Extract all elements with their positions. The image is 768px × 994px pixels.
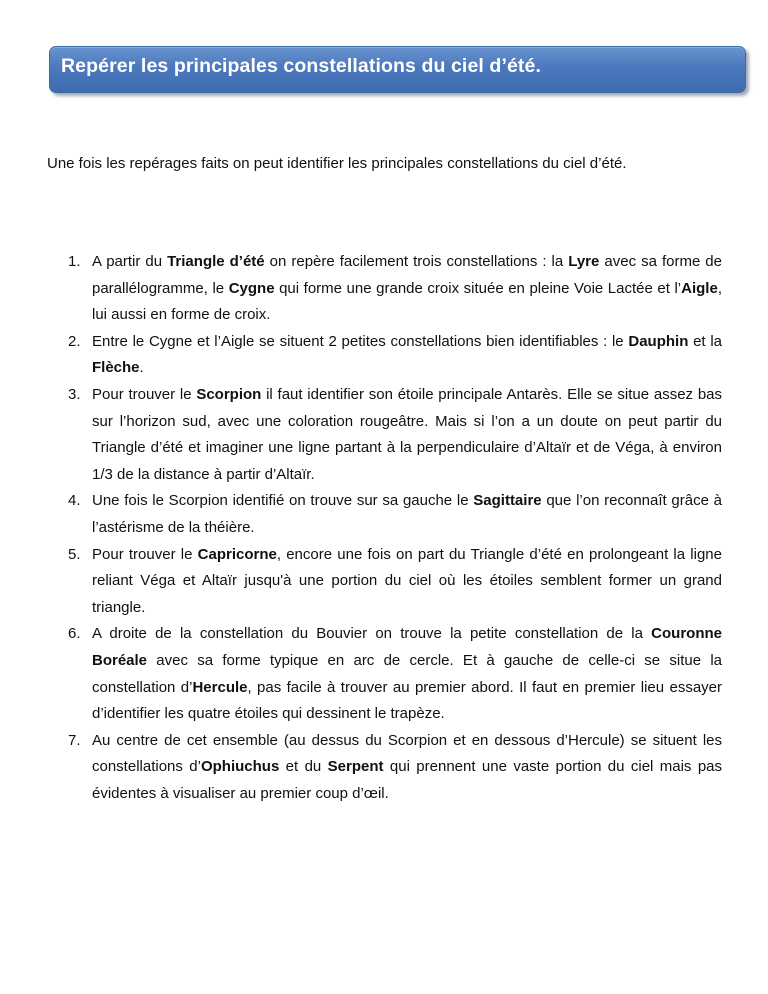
list-item-text: , pas facile à trouver au premier abord. Il faut en premier lieu essayer d’identifier les quatre étoiles qui dessinent le trapèze. <box>92 678 722 723</box>
list-item-number: 7. <box>68 731 81 749</box>
intro-paragraph: Une fois les repérages faits on peut identifier les principales constellations du ciel d’été. <box>47 155 627 172</box>
list-item-text: . <box>139 359 144 377</box>
list-item-number: 2. <box>68 332 81 350</box>
list-item <box>47 329 722 382</box>
constellation-name: Dauphin <box>628 332 689 350</box>
constellation-name: Couronne Boréale <box>92 625 722 669</box>
constellation-name: Flèche <box>92 359 140 377</box>
constellation-steps-list <box>47 249 722 807</box>
constellation-name: Aigle <box>681 279 718 297</box>
constellation-name: Hercule <box>192 678 248 696</box>
list-item-number: 5. <box>68 545 81 563</box>
list-item <box>47 488 722 541</box>
list-item-text: et du <box>279 758 328 776</box>
list-item-text: que l’on reconnaît grâce à l’astérisme de la théière. <box>92 492 722 536</box>
list-item <box>47 249 722 329</box>
list-item-text: et la <box>688 332 722 350</box>
list-item-text: qui forme une grande croix située en pleine Voie Lactée et l’ <box>274 279 682 297</box>
list-item-text: Au centre de cet ensemble (au dessus du Scorpion et en dessous d’Hercule) se situent les constellations d’ <box>92 731 722 776</box>
title-banner <box>49 46 746 93</box>
page-title: Repérer les principales constellations du ciel d’été. <box>61 55 541 77</box>
list-item-text: Une fois le Scorpion identifié on trouve sur sa gauche le <box>92 492 474 510</box>
constellation-name: Cygne <box>228 279 275 297</box>
list-item-text: A partir du <box>92 253 168 270</box>
list-item <box>47 621 722 727</box>
list-item-text: Pour trouver le <box>92 385 197 403</box>
list-item-number: 1. <box>68 253 81 270</box>
constellation-name: Triangle d’été <box>167 253 265 270</box>
constellation-name: Serpent <box>327 758 384 776</box>
list-item-text: qui prennent une vaste portion du ciel mais pas évidentes à visualiser au premier coup d’œil. <box>92 758 723 802</box>
constellation-name: Sagittaire <box>473 492 542 510</box>
list-item-number: 6. <box>68 625 81 643</box>
list-item <box>47 728 722 808</box>
constellation-name: Ophiuchus <box>200 758 280 776</box>
list-item <box>47 542 722 622</box>
list-item-text: il faut identifier son étoile principale Antarès. Elle se situe assez bas sur l’horizon sud, avec une coloration rougeâtre. Mais si l’on a un doute on peut partir du Triangle d’été et imaginer une ligne partant à la perpendiculaire d’Altaïr et de Véga, à environ 1/3 de la distance à partir d’Altaïr. <box>92 385 723 483</box>
list-item-number: 3. <box>68 385 81 403</box>
list-item-text: Entre le Cygne et l’Aigle se situent 2 petites constellations bien identifiables : le <box>92 332 629 350</box>
list-item-number: 4. <box>68 492 81 510</box>
list-item-text: avec sa forme de parallélogramme, le <box>92 253 722 297</box>
constellation-name: Scorpion <box>196 385 262 403</box>
list-item-text: avec sa forme typique en arc de cercle. Et à gauche de celle-ci se situe la constellation d’ <box>92 651 722 696</box>
list-item-text: Pour trouver le <box>92 545 198 563</box>
list-item-text: , lui aussi en forme de croix. <box>92 279 722 324</box>
constellation-name: Lyre <box>568 253 600 270</box>
constellation-name: Capricorne <box>197 545 277 563</box>
list-item-text: on repère facilement trois constellations : la <box>264 253 569 270</box>
list-item-text: , encore une fois on part du Triangle d’été en prolongeant la ligne reliant Véga et Altaïr jusqu'à une portion du ciel où les étoiles semblent former un grand triangle. <box>92 545 722 616</box>
list-item-text: A droite de la constellation du Bouvier on trouve la petite constellation de la <box>92 625 652 643</box>
list-item <box>47 382 722 488</box>
